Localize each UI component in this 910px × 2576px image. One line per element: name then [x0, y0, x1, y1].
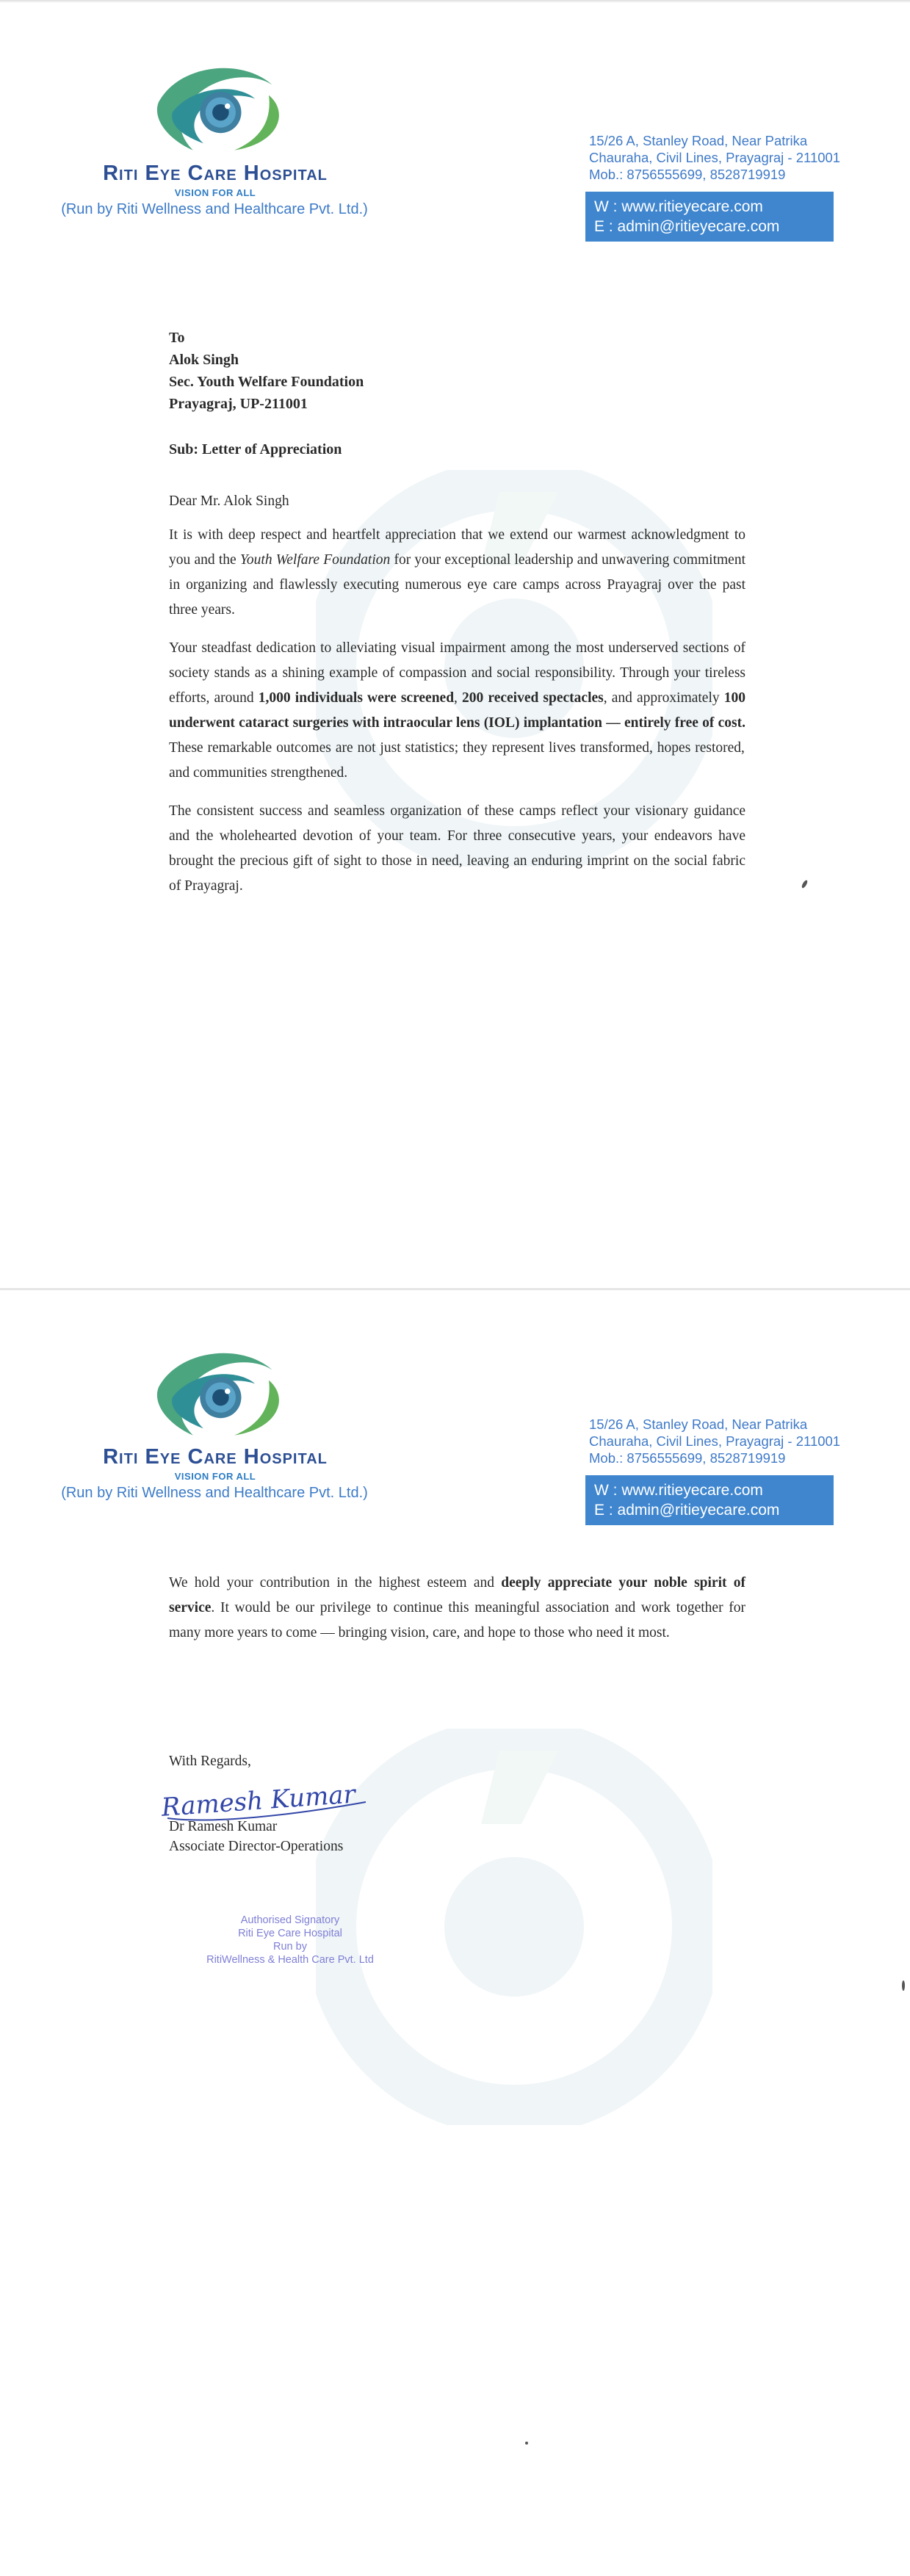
hospital-tagline: VISION FOR ALL [174, 187, 256, 198]
hospital-tagline: VISION FOR ALL [174, 1471, 256, 1482]
address-line-1: 15/26 A, Stanley Road, Near Patrika [589, 1417, 808, 1432]
scan-speck [902, 1980, 905, 1991]
para2-text-a: Your steadfast dedication to alleviating visual impairment among the most underserved sections of society stands as a shining example of compassion and social responsibility. Through your tireless efforts, around [169, 640, 745, 706]
scan-speck [801, 880, 808, 889]
stamp-line-2: Riti Eye Care Hospital [238, 1928, 342, 1939]
email-link[interactable]: E : admin@ritieyecare.com [594, 218, 780, 235]
recipient-block [169, 327, 745, 415]
hospital-name: Riti Eye Care Hospital [103, 1445, 328, 1469]
recipient-to: To [169, 330, 185, 346]
letter-body-page-2 [169, 1571, 745, 1659]
para1-text-a: It is with deep respect and heartfelt appreciation that we extend our warmest acknowledgment to you and the [169, 527, 745, 568]
address-line-2: Chauraha, Civil Lines, Prayagraj - 211001 [589, 1433, 841, 1449]
paragraph-4 [169, 1571, 745, 1646]
website-link[interactable]: W : www.ritieyecare.com [594, 198, 763, 215]
para1-text-b: for your exceptional leadership and unwavering commitment in organizing and flawlessly executing numerous eye care camps across Prayagraj over the past three years. [169, 552, 746, 618]
paragraph-1 [169, 523, 745, 623]
stamp-line-3: Run by [273, 1941, 307, 1953]
stamp-line-1: Authorised Signatory [240, 1914, 340, 1926]
signature-text: Ramesh Kumar [160, 1779, 357, 1823]
para2-spectacles: 200 received spectacles [462, 690, 604, 706]
para2-surgeries: 100 underwent cataract surgeries with intraocular lens (IOL) implantation — entirely free of cost. [169, 690, 745, 731]
run-by-line: (Run by Riti Wellness and Healthcare Pvt. Ltd.) [61, 1485, 368, 1501]
letter-subject: Sub: Letter of Appreciation [169, 441, 342, 457]
recipient-designation: Sec. Youth Welfare Foundation [169, 374, 364, 390]
run-by-line: (Run by Riti Wellness and Healthcare Pvt. Ltd.) [61, 201, 368, 217]
signatory-name: Dr Ramesh Kumar [169, 1819, 278, 1834]
authorised-signatory-stamp [165, 1914, 415, 1967]
salutation: Dear Mr. Alok Singh [169, 493, 289, 509]
recipient-city: Prayagraj, UP-211001 [169, 396, 308, 412]
letter-page-2 [0, 1288, 910, 2576]
address-line-1: 15/26 A, Stanley Road, Near Patrika [589, 133, 808, 148]
hospital-name: Riti Eye Care Hospital [103, 162, 328, 185]
eye-logo-icon [131, 1332, 297, 1442]
website-link[interactable]: W : www.ritieyecare.com [594, 1482, 763, 1499]
address-line-2: Chauraha, Civil Lines, Prayagraj - 211001 [589, 150, 841, 165]
page-edge [0, 1288, 910, 1290]
paragraph-2 [169, 636, 745, 786]
eye-logo-icon [131, 47, 297, 157]
para2-text-e: These remarkable outcomes are not just statistics; they represent lives transformed, hopes restored, and communities strengthened. [169, 740, 745, 781]
signatory-block [169, 1817, 343, 1856]
letter-body-page-1 [169, 327, 745, 912]
recipient-name: Alok Singh [169, 352, 239, 368]
page-edge [0, 0, 910, 3]
para2-screened: 1,000 individuals were screened [258, 690, 455, 706]
email-link[interactable]: E : admin@ritieyecare.com [594, 1502, 780, 1519]
para4-text-c: . It would be our privilege to continue this meaningful association and work together for many more years to come — bringing vision, care, and hope to those who need it most. [169, 1600, 745, 1640]
para4-text-a: We hold your contribution in the highest esteem and [169, 1575, 502, 1591]
para2-text-c: , [454, 690, 463, 706]
contact-box [585, 192, 834, 242]
scan-speck [525, 2442, 528, 2445]
hospital-address [589, 132, 840, 183]
hospital-address [589, 1416, 840, 1466]
mobile-numbers: Mob.: 8756555699, 8528719919 [589, 167, 786, 182]
contact-box [585, 1475, 834, 1525]
closing-regards: With Regards, [169, 1754, 251, 1769]
para1-org-name: Youth Welfare Foundation [239, 552, 391, 568]
para4-noble-spirit: deeply appreciate your noble spirit of service [169, 1575, 746, 1616]
signatory-title: Associate Director-Operations [169, 1839, 344, 1854]
mobile-numbers: Mob.: 8756555699, 8528719919 [589, 1450, 786, 1466]
paragraph-3: The consistent success and seamless organization of these camps reflect your visionary guidance and the wholehearted devotion of your team. For three consecutive years, your endeavors have brought the precious gift of sight to those in need, leaving an enduring imprint on the social fabric of Prayagraj. [169, 803, 745, 894]
para2-text-d: , and approximately [603, 690, 724, 706]
stamp-line-4: RitiWellness & Health Care Pvt. Ltd [206, 1954, 374, 1966]
